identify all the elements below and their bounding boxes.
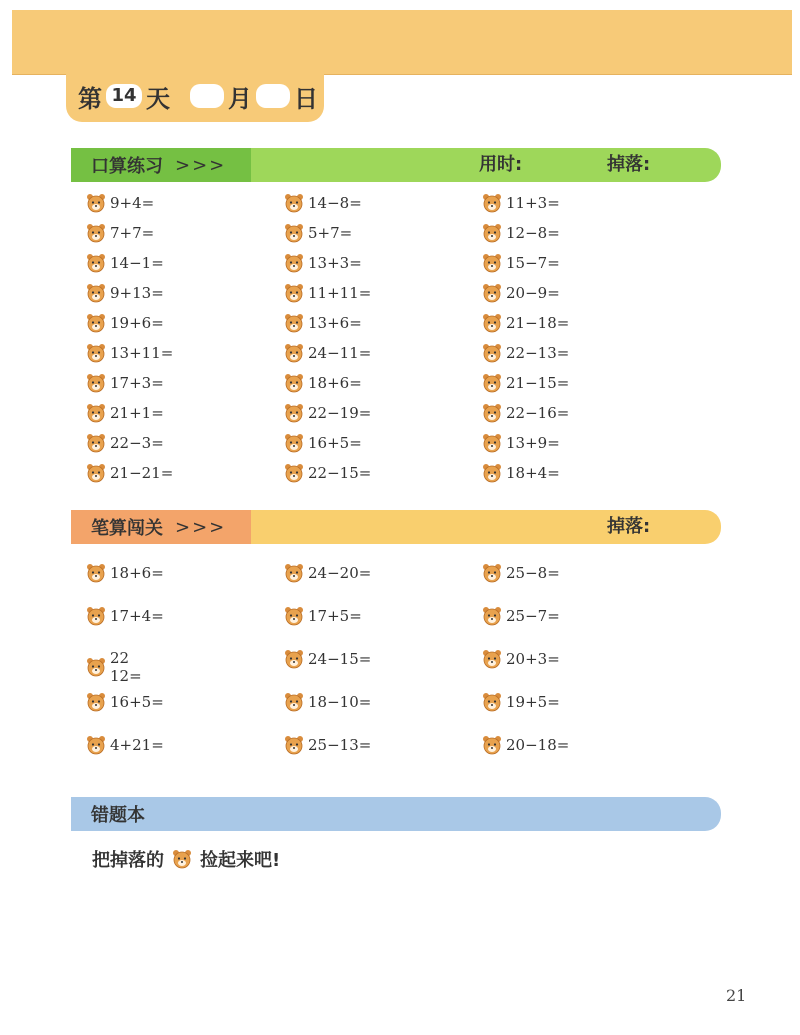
bear-face-icon [86, 313, 106, 333]
bear-face-icon [482, 193, 502, 213]
oral-problem-text: 18+6= [308, 374, 362, 392]
month-field[interactable] [190, 84, 224, 108]
written-problem [284, 606, 362, 626]
oral-problem [482, 223, 560, 243]
oral-problem-text: 21−18= [506, 314, 570, 332]
written-problem-text: 16+5= [110, 693, 164, 711]
oral-problem-text: 13+6= [308, 314, 362, 332]
bear-face-icon [284, 313, 304, 333]
written-problem-text: 17+4= [110, 607, 164, 625]
oral-problem-text: 14−1= [110, 254, 164, 272]
bear-face-icon [86, 253, 106, 273]
oral-problem-text: 15−7= [506, 254, 560, 272]
bear-face-icon [482, 253, 502, 273]
oral-problem [86, 463, 173, 483]
oral-problem-text: 13+3= [308, 254, 362, 272]
oral-drop-label: 掉落: [607, 154, 651, 175]
bear-face-icon [86, 403, 106, 423]
written-problem-text: 20+3= [506, 650, 560, 668]
oral-problem-text: 11+11= [308, 284, 372, 302]
oral-problem [482, 343, 569, 363]
day-prefix: 第 [78, 84, 102, 113]
bear-face-icon [482, 649, 502, 669]
written-problem-text: 24−15= [308, 650, 372, 668]
written-problem-text: 18−10= [308, 693, 372, 711]
written-problem [482, 606, 560, 626]
oral-problem-text: 17+3= [110, 374, 164, 392]
oral-arrows: >>> [175, 154, 227, 176]
bear-face-icon [86, 433, 106, 453]
written-problem [482, 692, 560, 712]
bear-face-icon [284, 343, 304, 363]
oral-problem-text: 20−9= [506, 284, 560, 302]
oral-problem-text: 14−8= [308, 194, 362, 212]
written-problem [86, 649, 142, 685]
month-label: 月 [228, 84, 252, 113]
oral-problem-text: 13+11= [110, 344, 174, 362]
bear-face-icon [284, 563, 304, 583]
written-problem [86, 692, 164, 712]
time-label: 用时: [479, 154, 523, 175]
oral-problem [86, 283, 164, 303]
bear-face-icon [86, 373, 106, 393]
written-problem [284, 692, 371, 712]
bear-face-icon [482, 606, 502, 626]
date-label: 日 [294, 84, 318, 113]
day-header [66, 70, 324, 122]
bear-face-icon [172, 849, 192, 869]
written-problem-text: 24−20= [308, 564, 372, 582]
oral-problem-text: 9+13= [110, 284, 164, 302]
written-problem-text: 25−8= [506, 564, 560, 582]
bear-face-icon [86, 657, 106, 677]
oral-problem-text: 9+4= [110, 194, 155, 212]
written-problem-text: 19+5= [506, 693, 560, 711]
oral-problem-text: 22−3= [110, 434, 164, 452]
bear-face-icon [482, 283, 502, 303]
bear-face-icon [284, 433, 304, 453]
oral-problem [86, 373, 164, 393]
oral-problem-text: 22−16= [506, 404, 570, 422]
bear-face-icon [482, 563, 502, 583]
oral-problem [86, 313, 164, 333]
oral-problem [482, 283, 560, 303]
oral-problem-text: 18+4= [506, 464, 560, 482]
oral-problem [284, 343, 371, 363]
written-problem [482, 735, 569, 755]
bear-face-icon [284, 463, 304, 483]
oral-problem-text: 7+7= [110, 224, 155, 242]
bear-face-icon [284, 692, 304, 712]
bear-face-icon [482, 463, 502, 483]
oral-problem [86, 253, 164, 273]
bear-face-icon [86, 463, 106, 483]
oral-problem [482, 253, 560, 273]
written-problem-text: 25−13= [308, 736, 372, 754]
written-problem-text: 4+21= [110, 736, 164, 754]
date-field[interactable] [256, 84, 290, 108]
oral-problem [482, 463, 560, 483]
wrong-book-hint [92, 846, 280, 872]
oral-problem [86, 223, 154, 243]
oral-section-bar [71, 148, 721, 182]
bear-face-icon [284, 403, 304, 423]
oral-problem [284, 283, 371, 303]
bear-face-icon [86, 193, 106, 213]
bear-face-icon [86, 563, 106, 583]
oral-problem [284, 463, 371, 483]
bear-face-icon [482, 343, 502, 363]
written-drop-label: 掉落: [607, 516, 651, 537]
oral-problem [284, 193, 362, 213]
bear-face-icon [284, 253, 304, 273]
bear-face-icon [284, 649, 304, 669]
oral-problem [86, 343, 173, 363]
bear-face-icon [284, 373, 304, 393]
oral-problem [86, 403, 164, 423]
written-title-text: 笔算闯关 [91, 518, 163, 539]
oral-problem [482, 403, 569, 423]
day-suffix: 天 [146, 84, 170, 113]
written-section-bar [71, 510, 721, 544]
bear-face-icon [482, 692, 502, 712]
oral-problem-text: 5+7= [308, 224, 353, 242]
day-number: 14 [106, 84, 142, 108]
written-problem [284, 563, 371, 583]
oral-problem-text: 12−8= [506, 224, 560, 242]
bear-face-icon [482, 403, 502, 423]
bear-face-icon [86, 343, 106, 363]
oral-problem [284, 253, 362, 273]
oral-problem [482, 313, 569, 333]
oral-section-title [71, 148, 251, 182]
oral-problem [284, 313, 362, 333]
oral-problem [482, 433, 560, 453]
written-problem-text: 18+6= [110, 564, 164, 582]
bear-face-icon [482, 373, 502, 393]
bear-face-icon [482, 433, 502, 453]
bear-face-icon [482, 223, 502, 243]
written-problem-text: 22 12= [110, 649, 142, 685]
oral-problem [284, 373, 362, 393]
wrong-book-title: 错题本 [91, 805, 145, 826]
hint-before: 把掉落的 [92, 850, 164, 871]
bear-face-icon [284, 606, 304, 626]
written-problem-text: 25−7= [506, 607, 560, 625]
oral-problem [284, 403, 371, 423]
oral-problem-text: 13+9= [506, 434, 560, 452]
written-problem [284, 649, 371, 669]
oral-title-text: 口算练习 [91, 156, 163, 177]
oral-problem [86, 193, 154, 213]
written-problem [482, 563, 560, 583]
written-problem [86, 563, 164, 583]
oral-problem [86, 433, 164, 453]
oral-problem-text: 11+3= [506, 194, 560, 212]
oral-problem-text: 24−11= [308, 344, 372, 362]
oral-problem [482, 193, 560, 213]
bear-face-icon [86, 223, 106, 243]
oral-problem [284, 433, 362, 453]
bear-face-icon [86, 692, 106, 712]
oral-problem-text: 22−19= [308, 404, 372, 422]
bear-face-icon [284, 735, 304, 755]
written-problem [86, 606, 164, 626]
bear-face-icon [482, 313, 502, 333]
bear-face-icon [284, 223, 304, 243]
page-number: 21 [726, 986, 747, 1005]
written-problem [284, 735, 371, 755]
oral-problem-text: 19+6= [110, 314, 164, 332]
oral-problem [482, 373, 569, 393]
written-problem-text: 20−18= [506, 736, 570, 754]
bear-face-icon [284, 193, 304, 213]
oral-problem-text: 21+1= [110, 404, 164, 422]
oral-problem-text: 21−15= [506, 374, 570, 392]
bear-face-icon [284, 283, 304, 303]
hint-after: 捡起来吧! [200, 850, 281, 871]
oral-problem-text: 21−21= [110, 464, 174, 482]
bear-face-icon [86, 283, 106, 303]
wrong-book-bar [71, 797, 721, 831]
oral-problem-text: 22−13= [506, 344, 570, 362]
written-problem [482, 649, 560, 669]
written-arrows: >>> [175, 516, 227, 538]
bear-face-icon [86, 735, 106, 755]
written-problem-text: 17+5= [308, 607, 362, 625]
oral-problem [284, 223, 352, 243]
header-band [12, 10, 792, 75]
oral-problem-text: 16+5= [308, 434, 362, 452]
written-problem [86, 735, 164, 755]
written-section-title [71, 510, 251, 544]
bear-face-icon [86, 606, 106, 626]
oral-problem-text: 22−15= [308, 464, 372, 482]
bear-face-icon [482, 735, 502, 755]
